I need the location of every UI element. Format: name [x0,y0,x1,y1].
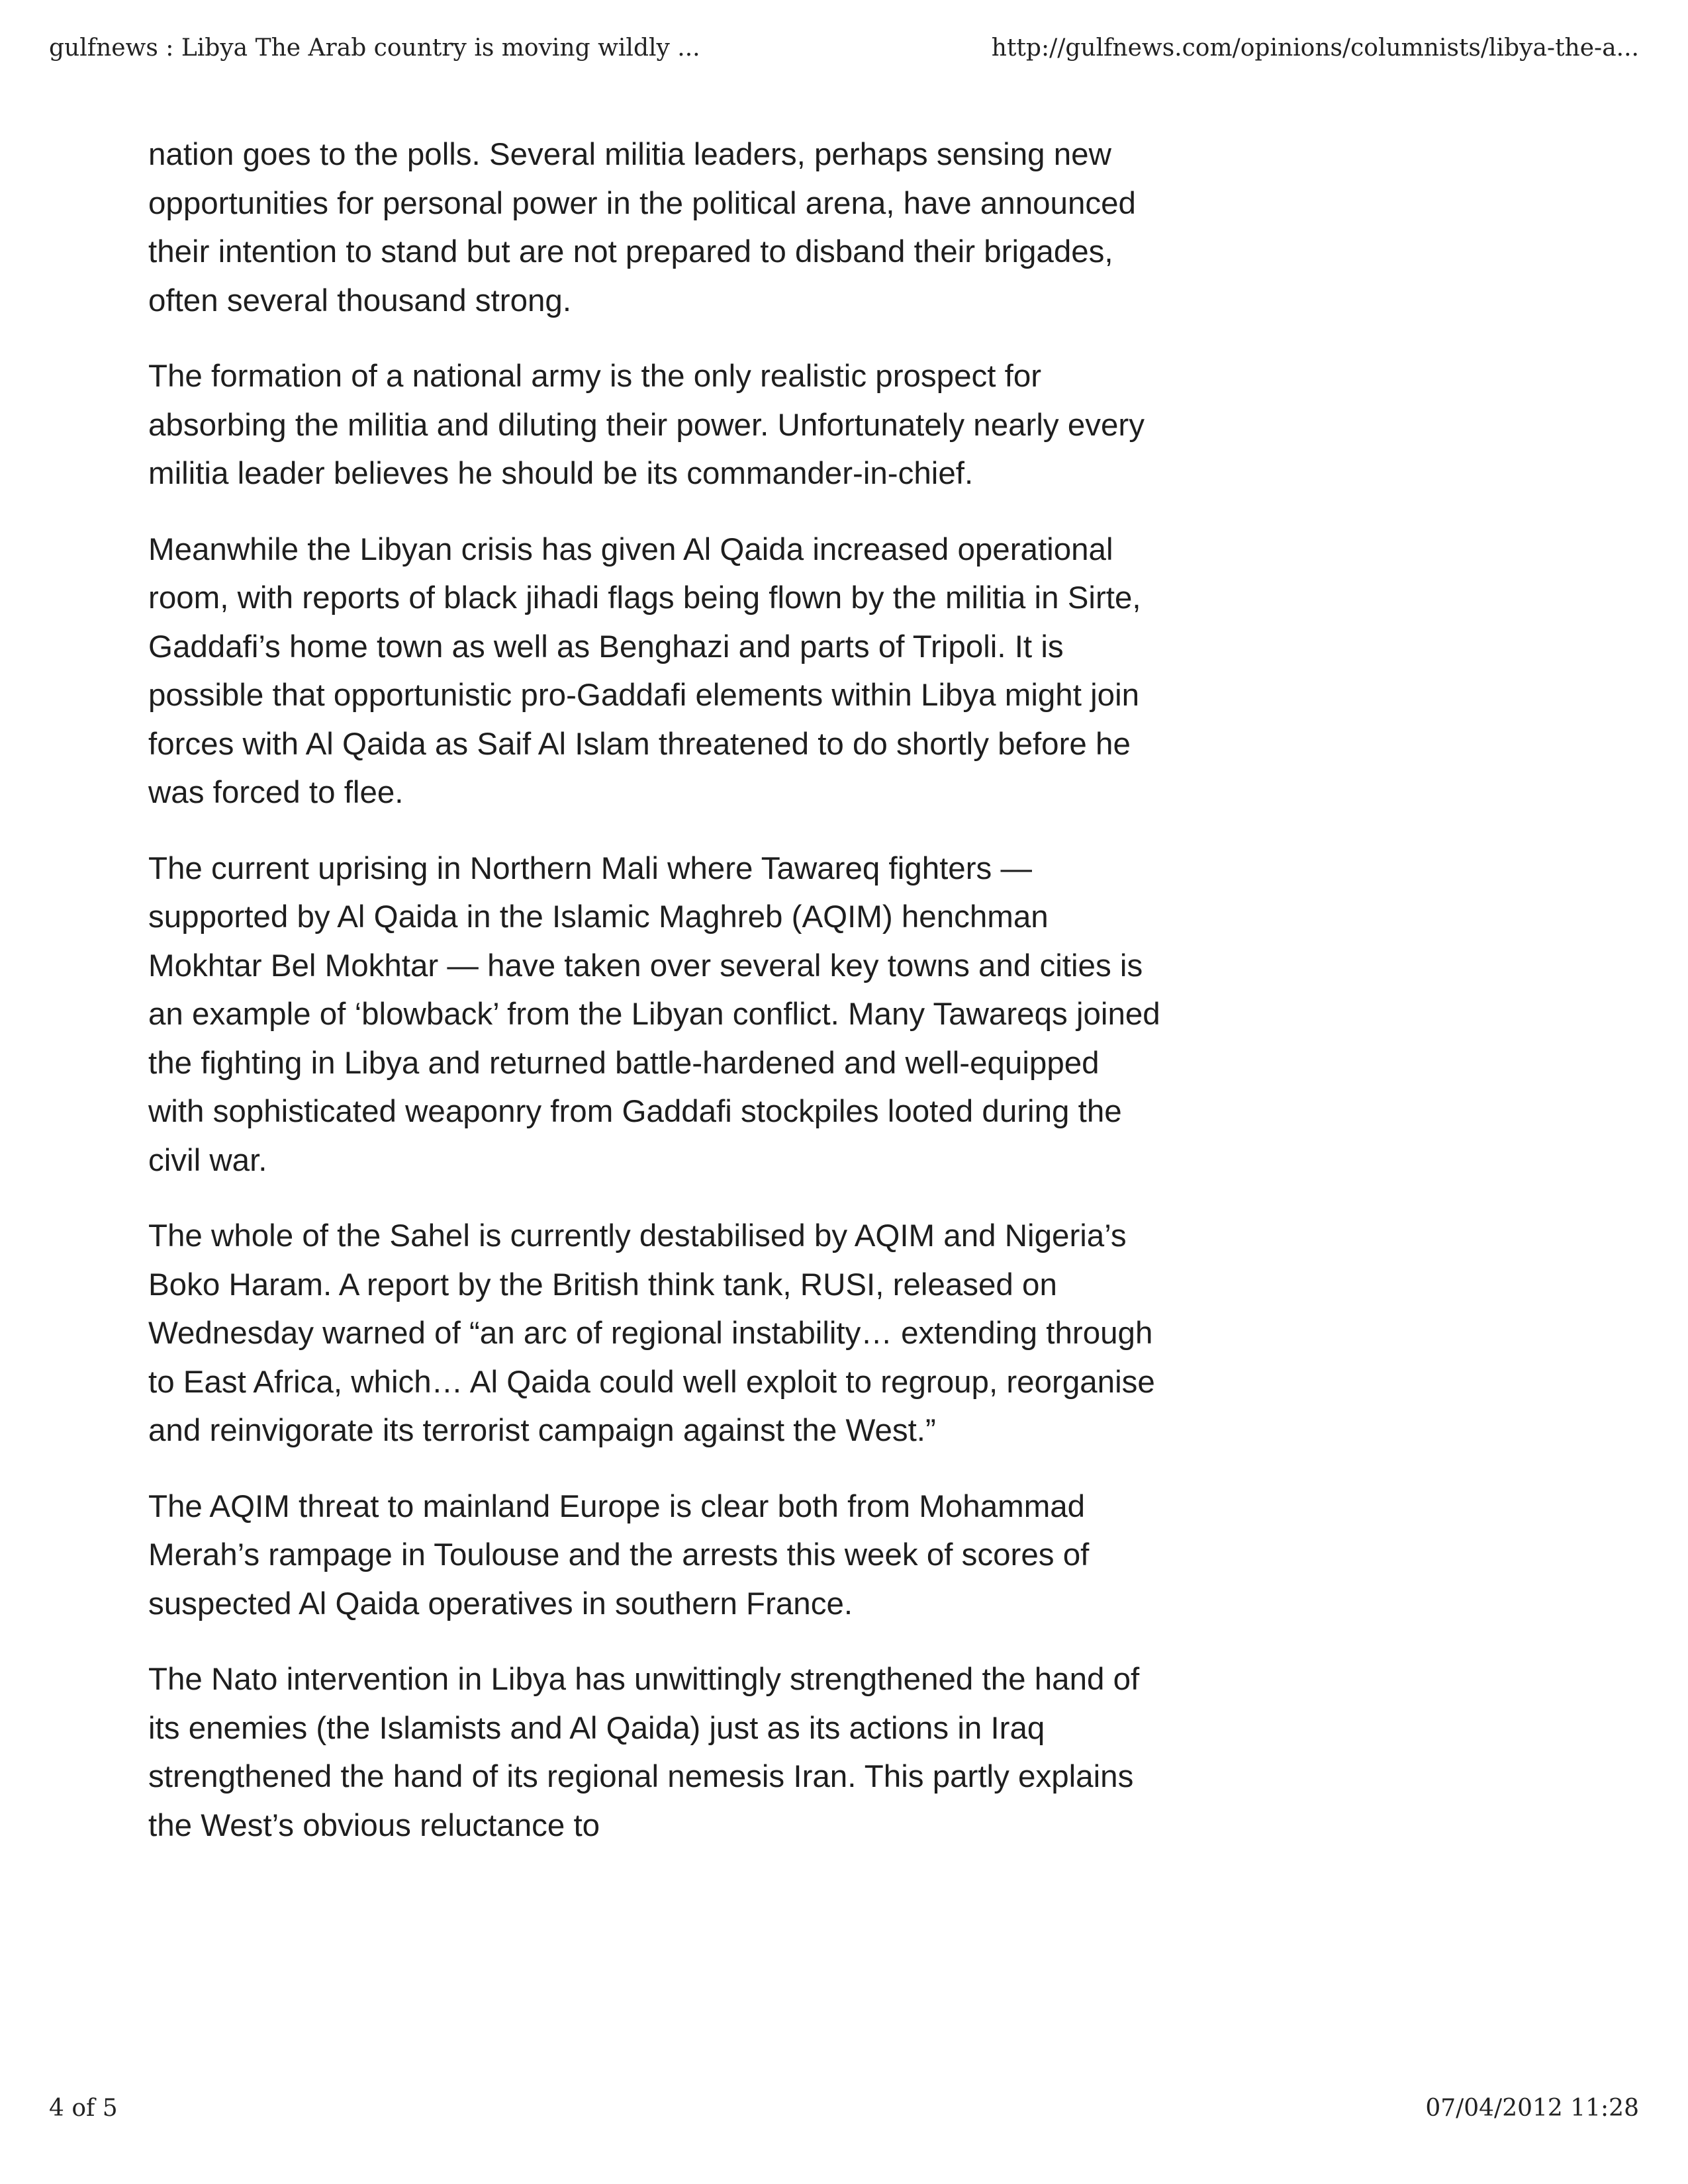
article-paragraph: The current uprising in Northern Mali where Tawareq fighters — supported by Al Qaida in the Islamic Maghreb (AQIM) henchman Mokhtar Bel Mokhtar — have taken over several key towns and cities is an example of ‘blowback’ from the Libyan conflict. Many Tawareqs joined the fighting in Libya and returned battle-hardened and well-equipped with sophisticated weaponry from Gaddafi stockpiles looted during the civil war. [148,850,1160,1178]
page-number: 4 of 5 [49,2095,118,2122]
article-paragraph: nation goes to the polls. Several militia leaders, perhaps sensing new opportunities for personal power in the political arena, have announced their intention to stand but are not prepared to disband their brigades, often several thousand strong. [148,137,1136,318]
page-url: http://gulfnews.com/opinions/columnists/libya-the-a... [991,34,1639,62]
print-header [49,34,1639,62]
page-title: gulfnews : Libya The Arab country is moving wildly ... [49,34,700,62]
article-paragraph: The AQIM threat to mainland Europe is clear both from Mohammad Merah’s rampage in Toulouse and the arrests this week of scores of suspected Al Qaida operatives in southern France. [148,1488,1090,1621]
article-paragraph: The whole of the Sahel is currently destabilised by AQIM and Nigeria’s Boko Haram. A report by the British think tank, RUSI, released on Wednesday warned of “an arc of regional instability… extending through to East Africa, which… Al Qaida could well exploit to regroup, reorganise and reinvigorate its terrorist campaign against the West.” [148,1218,1155,1448]
article-body [148,130,1161,1877]
print-footer [49,2095,1639,2122]
article-paragraph: Meanwhile the Libyan crisis has given Al Qaida increased operational room, with reports of black jihadi flags being flown by the militia in Sirte, Gaddafi’s home town as well as Benghazi and parts of Tripoli. It is possible that opportunistic pro-Gaddafi elements within Libya might join forces with Al Qaida as Saif Al Islam threatened to do shortly before he was forced to flee. [148,531,1141,810]
article-paragraph: The formation of a national army is the only realistic prospect for absorbing the militia and diluting their power. Unfortunately nearly every militia leader believes he should be its commander-in-chief. [148,359,1145,491]
article-paragraph: The Nato intervention in Libya has unwittingly strengthened the hand of its enemies (the Islamists and Al Qaida) just as its actions in Iraq strengthened the hand of its regional nemesis Iran. This partly explains the West’s obvious reluctance to [148,1662,1140,1843]
print-timestamp: 07/04/2012 11:28 [1425,2095,1639,2122]
